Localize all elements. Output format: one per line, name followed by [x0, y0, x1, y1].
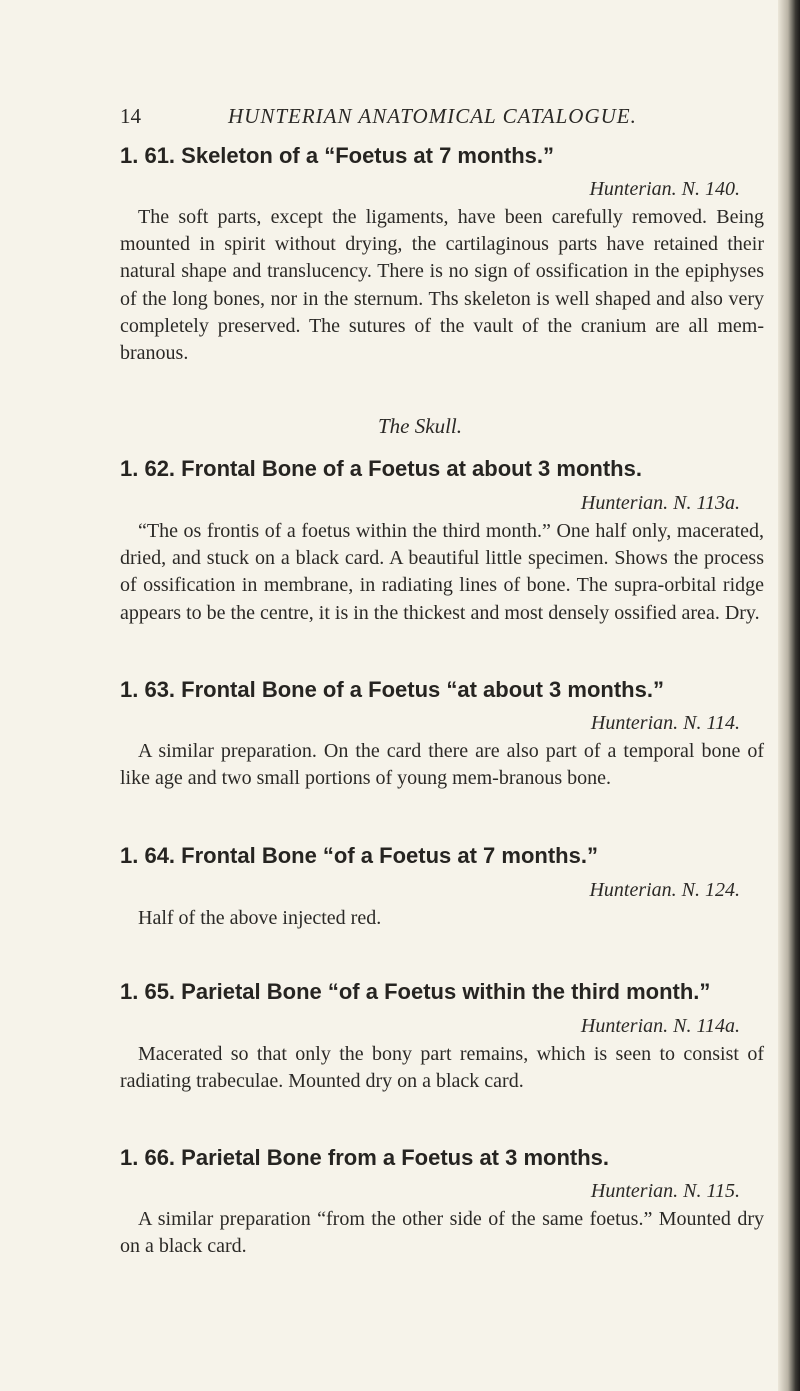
entry-reference: Hunterian. N. 114. — [590, 712, 740, 734]
entry-reference: Hunterian. N. 113a. — [580, 492, 740, 514]
entry-reference: Hunterian. N. 124. — [589, 879, 740, 901]
entry-text: “The os frontis of a foetus within the third month.” One half only, macerated, dried, and stuck on a black card. A beautiful little specimen. Shows the process of ossification in membrane, in radiating lines of bone. The supra-orbital ridge appears to be the centre, it is in the thickest and most densely ossified area. Dry. — [120, 520, 764, 624]
entry-reference: Hunterian. N. 115. — [590, 1180, 740, 1202]
running-head-title: HUNTERIAN ANATOMICAL CATALOGUE. — [228, 104, 637, 128]
entry-text: A similar preparation “from the other side of the same foetus.” Mounted dry on a black card. — [120, 1208, 764, 1258]
entry-heading: 1. 65. Parietal Bone “of a Foetus within the third month.” — [120, 979, 711, 1004]
entry-text: Macerated so that only the bony part remains, which is seen to consist of radiating trabeculae. Mounted dry on a black card. — [120, 1043, 764, 1093]
page-number: 14 — [120, 104, 141, 128]
entry-heading: 1. 64. Frontal Bone “of a Foetus at 7 months.” — [120, 843, 598, 868]
entry-reference: Hunterian. N. 114a. — [580, 1015, 740, 1037]
entry-text: The soft parts, except the ligaments, have been carefully removed. Being mounted in spirit without drying, the cartilaginous parts have retained their natural shape and translucency. There is no sign of ossification in the epiphyses of the long bones, nor in the sternum. Ths skeleton is well shaped and also very completely preserved. The sutures of the vault of the cranium are all mem-branous. — [120, 206, 764, 365]
entry-heading: 1. 66. Parietal Bone from a Foetus at 3 months. — [120, 1145, 610, 1170]
running-head — [120, 104, 760, 134]
entry-reference: Hunterian. N. 140. — [589, 178, 740, 200]
entry-text: Half of the above injected red. — [138, 907, 382, 929]
section-title: The Skull. — [378, 414, 462, 438]
page-edge-shadow — [778, 0, 800, 1391]
entry-text: A similar preparation. On the card there are also part of a temporal bone of like age and two small portions of young mem-branous bone. — [120, 740, 764, 790]
entry-heading: 1. 63. Frontal Bone of a Foetus “at about 3 months.” — [120, 677, 664, 702]
entry-heading: 1. 62. Frontal Bone of a Foetus at about 3 months. — [120, 456, 642, 481]
entry-heading: 1. 61. Skeleton of a “Foetus at 7 months.” — [120, 143, 554, 168]
